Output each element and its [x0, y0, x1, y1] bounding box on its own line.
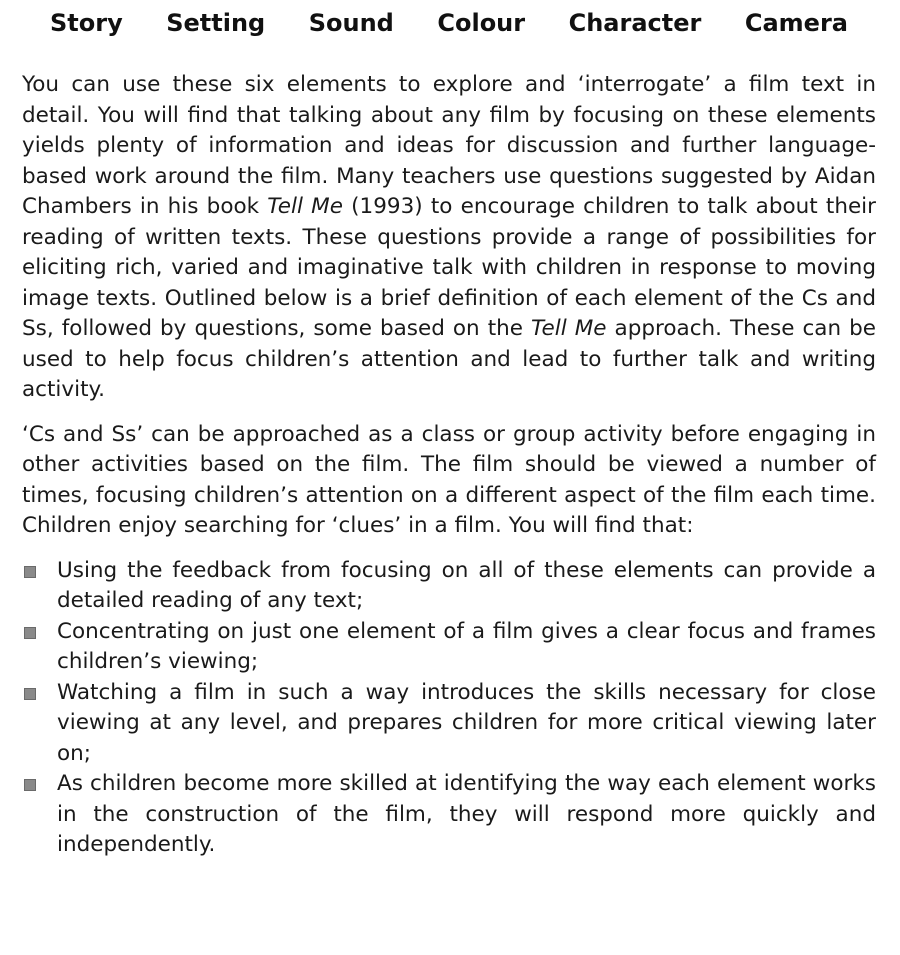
- element-heading-character: Character: [568, 9, 702, 37]
- element-heading-colour: Colour: [437, 9, 526, 37]
- square-bullet-icon: [24, 566, 36, 578]
- square-bullet-icon: [24, 688, 36, 700]
- findings-list: [22, 556, 876, 861]
- elements-heading-row: [22, 6, 878, 40]
- element-heading-camera: Camera: [744, 9, 848, 37]
- intro-text-part-1: You can use these six elements to explore and ‘interrogate’ a film text in detail. You will find that talking about any film by focusing on these elements yields plenty of information and ideas for discussion and further language-based work around the film. Many teachers use questions suggested by Aidan Chambers in his book: [22, 72, 876, 219]
- list-item: [22, 617, 876, 678]
- list-item-text: As children become more skilled at identifying the way each element works in the construction of the film, they will respond more quickly and independently.: [57, 771, 876, 857]
- element-heading-setting: Setting: [166, 9, 266, 37]
- book-title: Tell Me: [267, 194, 343, 219]
- square-bullet-icon: [24, 627, 36, 639]
- book-title-second: Tell Me: [531, 316, 607, 341]
- body-text: [22, 70, 876, 861]
- list-item-text: Concentrating on just one element of a film gives a clear focus and frames children’s viewing;: [57, 618, 876, 674]
- list-item: [22, 769, 876, 861]
- intro-paragraph: [22, 70, 876, 406]
- square-bullet-icon: [24, 779, 36, 791]
- intro-text-part-2: (1993) to encourage children to talk about their reading of written texts. These questions provide a range of possibilities for eliciting rich, varied and imaginative talk with children in response to moving image texts. Outlined below is a brief definition of each element of the Cs and Ss, followed by questions, some based on the: [22, 194, 876, 341]
- approach-paragraph: ‘Cs and Ss’ can be approached as a class or group activity before engaging in other activities based on the film. The film should be viewed a number of times, focusing children’s attention on a different aspect of the film each time. Children enjoy searching for ‘clues’ in a film. You will find that:: [22, 421, 876, 538]
- list-item: [22, 678, 876, 770]
- element-heading-sound: Sound: [308, 9, 394, 37]
- intro-text-part-3: approach. These can be used to help focus children’s attention and lead to further talk and writing activity.: [22, 316, 876, 402]
- list-item-text: Using the feedback from focusing on all of these elements can provide a detailed reading of any text;: [57, 557, 876, 613]
- element-heading-story: Story: [50, 9, 123, 37]
- list-item: [22, 556, 876, 617]
- list-item-text: Watching a film in such a way introduces the skills necessary for close viewing at any level, and prepares children for more critical viewing later on;: [57, 679, 876, 766]
